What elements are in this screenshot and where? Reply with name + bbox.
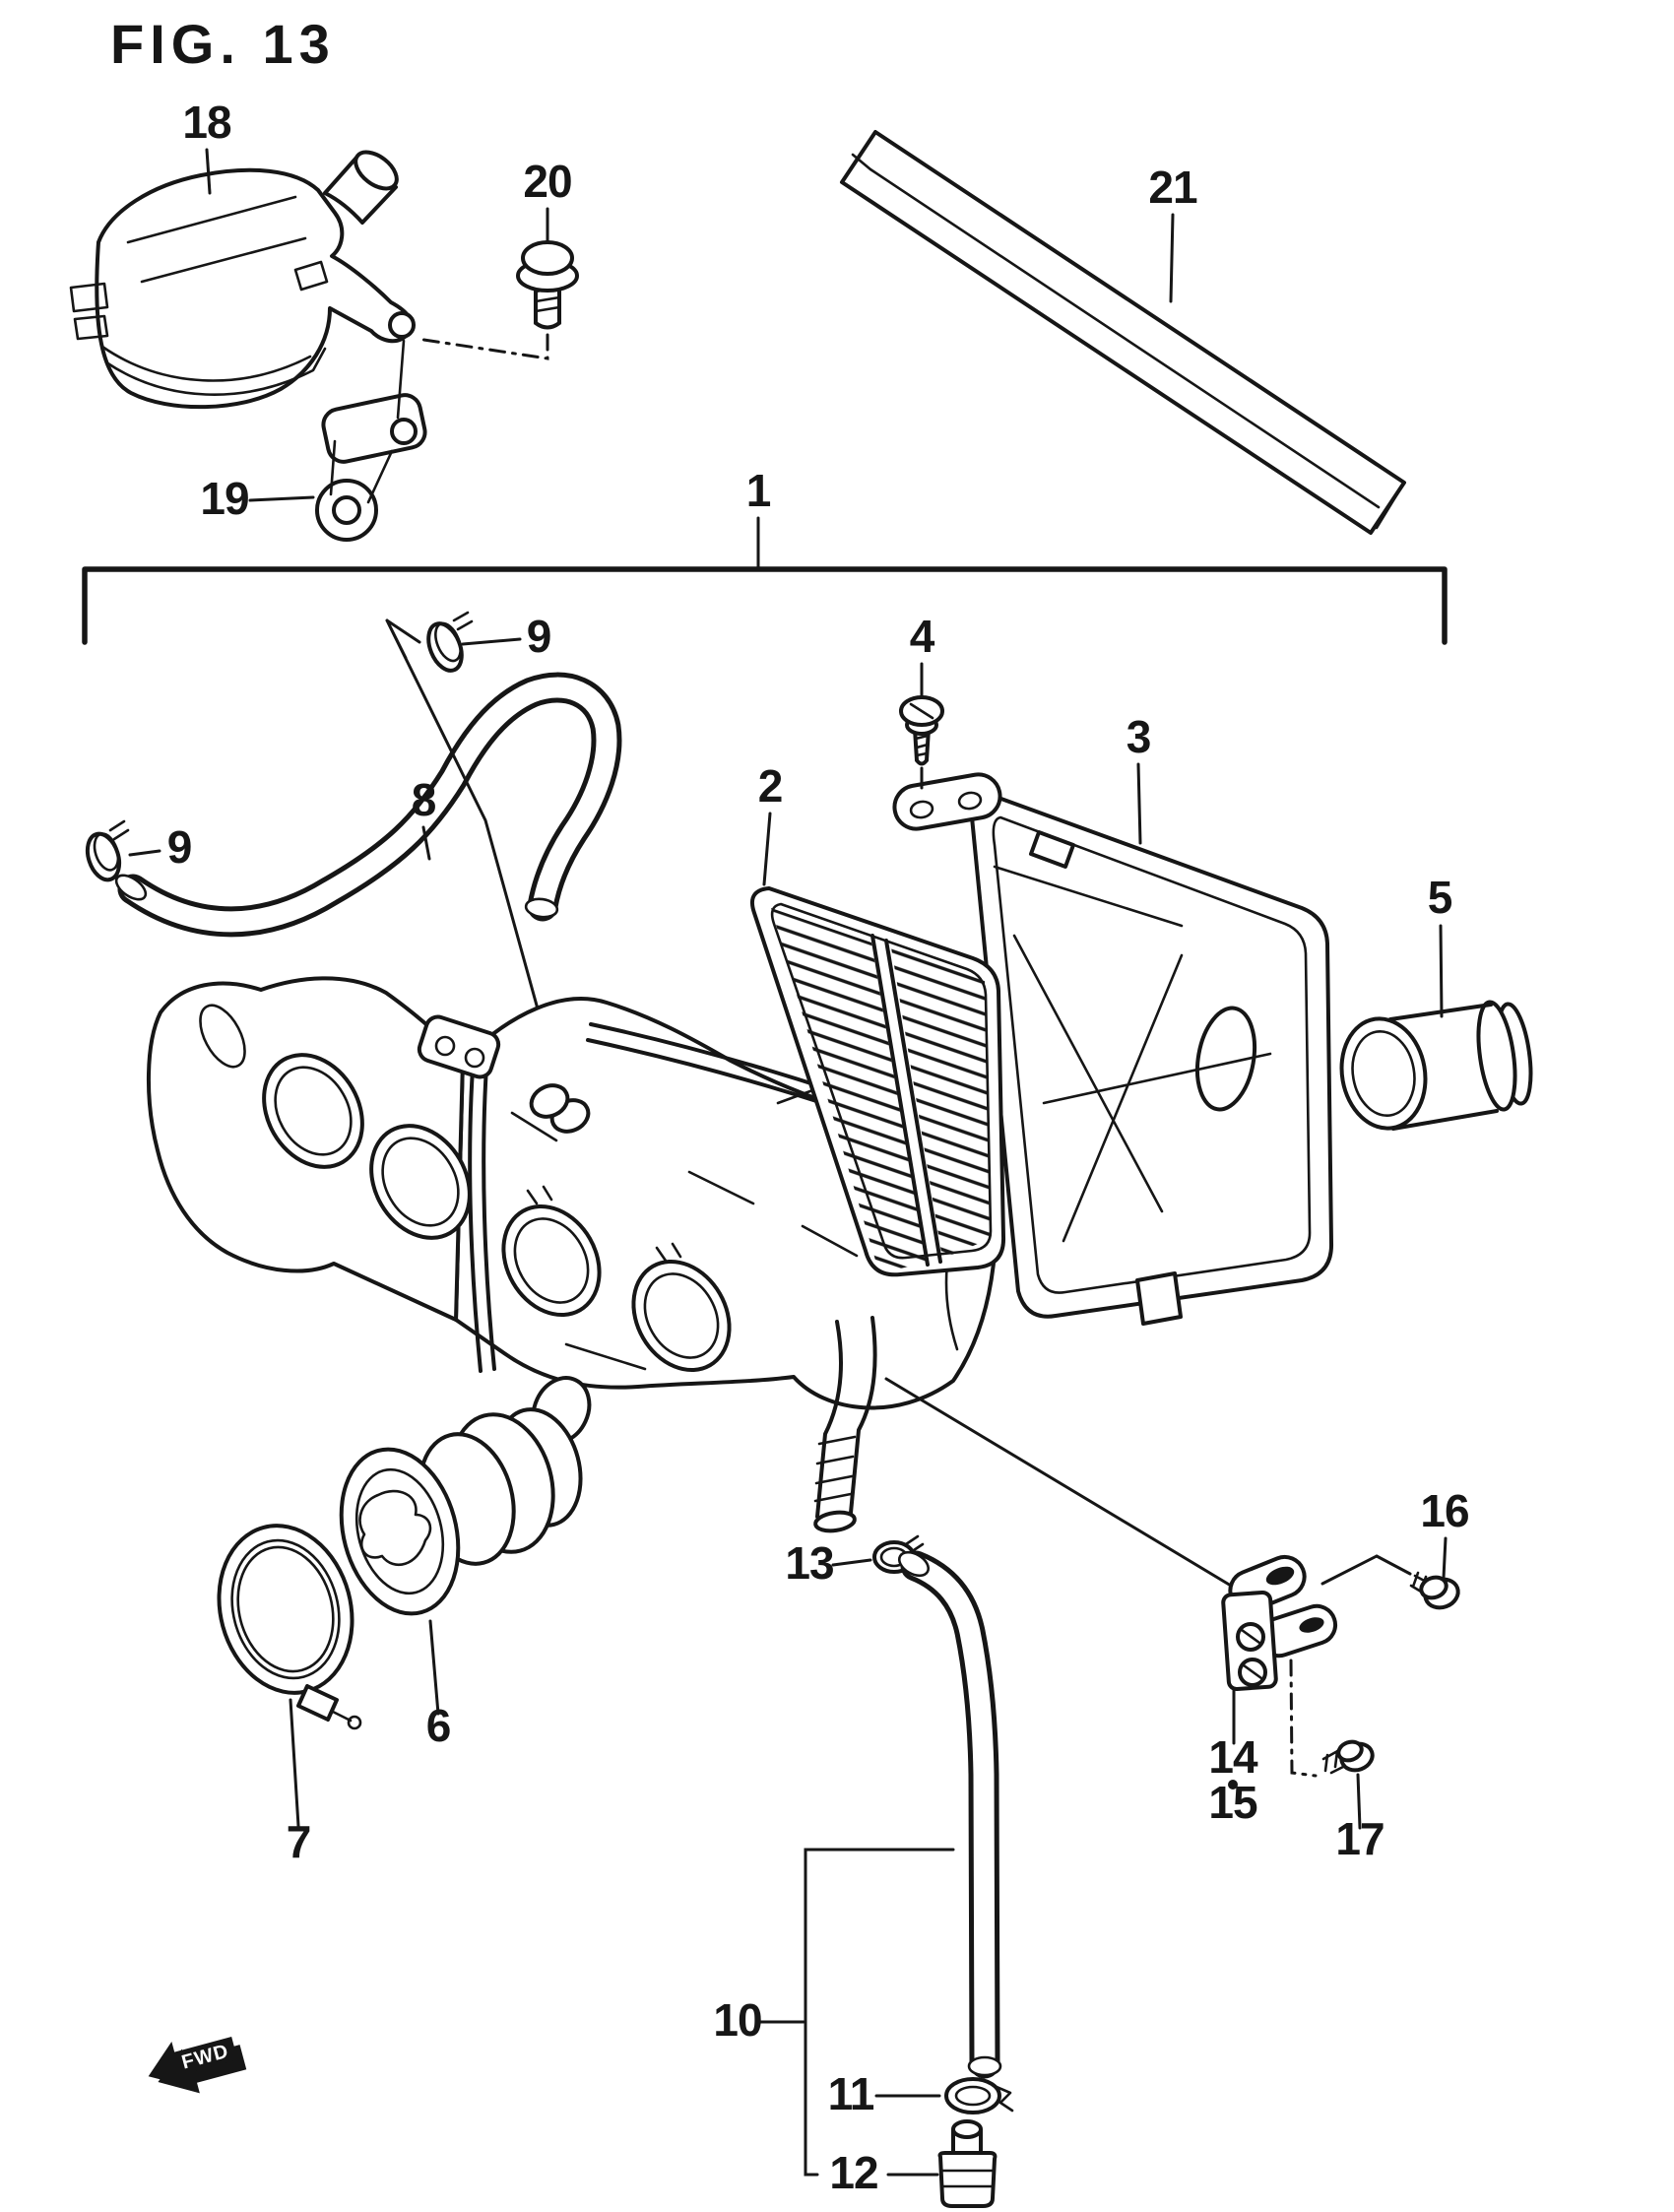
leader-19 — [250, 497, 313, 500]
cap3-foot — [1137, 1273, 1181, 1324]
drain-hose-10 — [895, 1547, 1000, 2075]
hose10-bottom-cap — [969, 2057, 1000, 2075]
label-11: 11 — [827, 2068, 874, 2119]
bracket19-arm-hole — [392, 420, 416, 443]
label-6: 6 — [425, 1700, 451, 1751]
leader-5 — [1441, 926, 1442, 1016]
bolt-20 — [418, 242, 577, 358]
mount-bracket-14-15 — [1223, 1551, 1340, 1690]
cleaner-cap-3 — [972, 794, 1331, 1324]
label-15: 15 — [1208, 1777, 1257, 1828]
drain-cap-12 — [940, 2121, 996, 2206]
hose8-outer — [133, 687, 607, 922]
clamp7-screw — [333, 1712, 351, 1721]
clamp9b-tabs — [110, 821, 128, 839]
label-20: 20 — [523, 156, 572, 207]
label-9a: 9 — [526, 611, 551, 662]
clamp9a-tabs — [454, 613, 472, 629]
fwd-arrow-label: FWD — [179, 2040, 231, 2074]
cap12-body — [940, 2153, 996, 2206]
label-7: 7 — [286, 1816, 311, 1867]
label-4: 4 — [909, 611, 934, 662]
hose-clip-11 — [946, 2079, 1012, 2113]
seal-bar-21 — [842, 132, 1404, 533]
label-5: 5 — [1427, 872, 1452, 923]
label-19: 19 — [200, 473, 249, 524]
bracket-19 — [317, 341, 428, 540]
label-14: 14 — [1208, 1731, 1257, 1783]
bracket19-eye-hole — [334, 497, 359, 523]
screw-4 — [901, 697, 942, 788]
tank-body — [97, 170, 411, 407]
intake-joint-6 — [324, 1369, 600, 1627]
tank-arm-hole — [390, 313, 414, 337]
fwd-arrow — [141, 2025, 249, 2105]
bar21-outline — [842, 132, 1404, 533]
leader-9b — [130, 851, 160, 855]
leader-16 — [1444, 1538, 1446, 1578]
label-10: 10 — [713, 1994, 762, 2046]
breather-hose-8 — [112, 687, 607, 922]
bolt-16 — [1322, 1556, 1462, 1612]
bolt16-guide-line — [1322, 1556, 1410, 1584]
leader-3 — [1138, 764, 1140, 843]
cap12-neck-top — [953, 2121, 981, 2137]
drain-spout-end — [814, 1510, 856, 1532]
leader-21 — [1171, 215, 1173, 301]
leader-7 — [290, 1700, 298, 1826]
label-12: 12 — [829, 2147, 878, 2198]
breather-tank-18 — [71, 145, 414, 407]
inlet-tube-5 — [1333, 1000, 1536, 1135]
figure-title: FIG. 13 — [110, 13, 336, 75]
leader-9a — [463, 639, 520, 644]
bolt-17 — [1323, 1738, 1376, 1774]
leader-13 — [833, 1560, 870, 1565]
clip11-ring — [946, 2079, 999, 2113]
bolt20-axis-line — [418, 335, 547, 358]
label-17: 17 — [1335, 1813, 1384, 1864]
leader-15 — [1291, 1660, 1316, 1776]
label-18: 18 — [182, 97, 231, 148]
leader-2 — [764, 813, 770, 884]
cap3-outer — [972, 794, 1331, 1317]
label-2: 2 — [757, 760, 783, 812]
bolt20-head — [523, 242, 572, 274]
hose10-core — [916, 1566, 985, 2063]
label-13: 13 — [785, 1537, 834, 1589]
label-8: 8 — [411, 774, 436, 825]
label-9b: 9 — [166, 821, 192, 873]
label10-bracket — [805, 1850, 953, 2175]
assembly-bracket-line — [85, 569, 1445, 642]
clamp7-screw-housing — [298, 1686, 337, 1720]
label-1: 1 — [745, 465, 771, 516]
label-3: 3 — [1126, 711, 1151, 762]
label-21: 21 — [1148, 162, 1197, 213]
label-16: 16 — [1420, 1485, 1469, 1536]
clamp7-screw-head — [349, 1717, 360, 1728]
leader-box-to-bracket14 — [886, 1379, 1231, 1586]
